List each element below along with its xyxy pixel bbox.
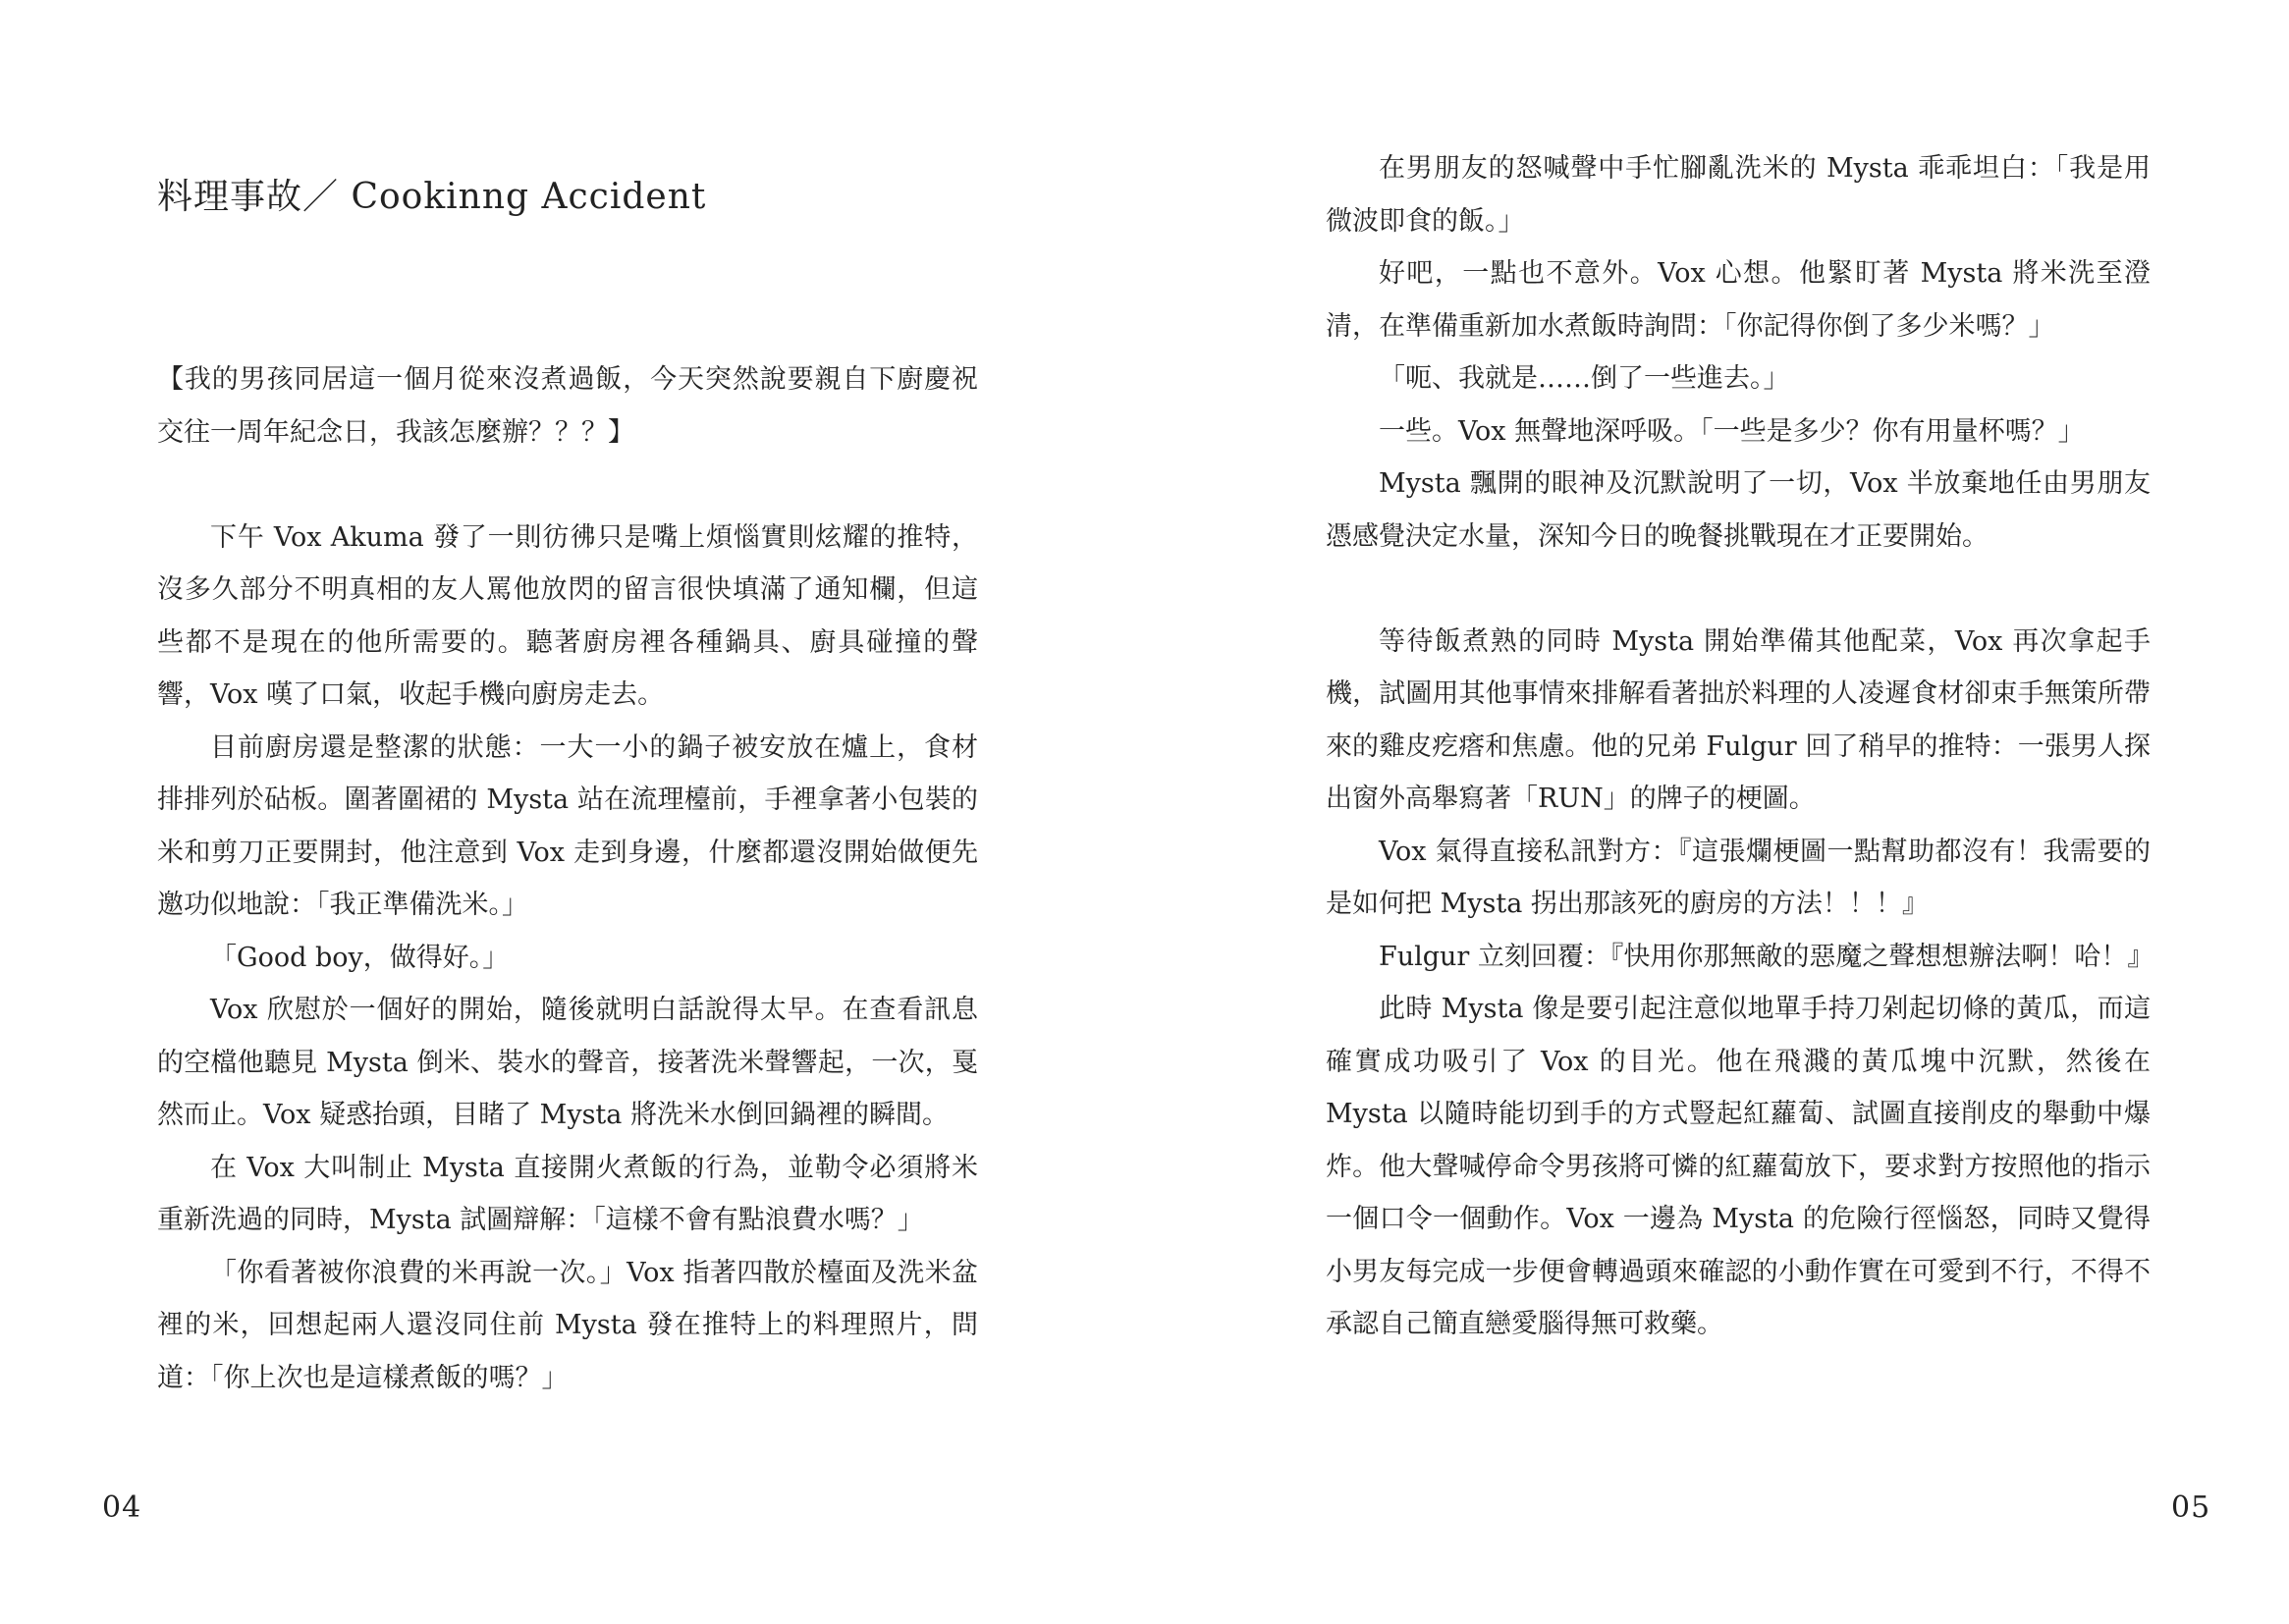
paragraph: 等待飯煮熟的同時 Mysta 開始準備其他配菜，Vox 再次拿起手機，試圖用其他事情來排解看著拙於料理的人凌遲食材卻束手無策所帶來的雞皮疙瘩和焦慮。他的兄弟 Fulgur 回了稍早的推特：一張男人探出窗外高舉寫著「RUN」的牌子的梗圖。 [1326,625,2151,814]
paragraph: 下午 Vox Akuma 發了一則彷彿只是嘴上煩惱實則炫耀的推特，沒多久部分不明真相的友人罵他放閃的留言很快填滿了通知欄，但這些都不是現在的他所需要的。聽著廚房裡各種鍋具、廚具碰撞的聲響，Vox 嘆了口氣，收起手機向廚房走去。 [157,521,978,710]
left-page [0,0,1144,1624]
paragraph: 【我的男孩同居這一個月從來沒煮過飯，今天突然說要親自下廚慶祝交往一周年紀念日，我該怎麼辦？？？】 [157,364,978,448]
right-page [1145,0,2289,1624]
paragraph: 一些。Vox 無聲地深呼吸。「一些是多少？你有用量杯嗎？」 [1379,415,2085,447]
paragraph-gap [157,459,978,512]
paragraph: 目前廚房還是整潔的狀態：一大一小的鍋子被安放在爐上，食材排排列於砧板。圍著圍裙的 Mysta 站在流理檯前，手裡拿著小包裝的米和剪刀正要開封，他注意到 Vox 走到身邊，什麼都還沒開始做便先邀功似地說：「我正準備洗米。」 [157,731,978,920]
paragraph: 在 Vox 大叫制止 Mysta 直接開火煮飯的行為，並勒令必須將米重新洗過的同時，Mysta 試圖辯解：「這樣不會有點浪費水嗎？」 [157,1152,978,1235]
right-page-body [1326,142,2154,1351]
paragraph: Mysta 飄開的眼神及沉默說明了一切，Vox 半放棄地任由男朋友憑感覺決定水量，深知今日的晚餐挑戰現在才正要開始。 [1326,468,2151,552]
paragraph: 在男朋友的怒喊聲中手忙腳亂洗米的 Mysta 乖乖坦白：「我是用微波即食的飯。」 [1326,153,2151,237]
paragraph: Vox 氣得直接私訊對方：『這張爛梗圖一點幫助都沒有！我需要的是如何把 Mysta 拐出那該死的廚房的方法！！！』 [1326,836,2151,919]
paragraph: 好吧，一點也不意外。Vox 心想。他緊盯著 Mysta 將米洗至澄清，在準備重新加水煮飯時詢問：「你記得你倒了多少米嗎？」 [1326,258,2151,342]
paragraph: 「Good boy，做得好。」 [210,942,510,973]
paragraph-gap [1326,563,2151,616]
paragraph: Vox 欣慰於一個好的開始，隨後就明白話說得太早。在查看訊息的空檔他聽見 Mysta 倒米、裝水的聲音，接著洗米聲響起，一次，戛然而止。Vox 疑惑抬頭，目睹了 Mysta 將洗米水倒回鍋裡的瞬間。 [157,995,978,1130]
chapter-title: 料理事故／ Cookinng Accident [157,177,707,217]
paragraph: 此時 Mysta 像是要引起注意似地單手持刀剁起切條的黃瓜，而這確實成功吸引了 Vox 的目光。他在飛濺的黃瓜塊中沉默，然後在 Mysta 以隨時能切到手的方式豎起紅蘿蔔、試圖直接削皮的舉動中爆炸。他大聲喊停命令男孩將可憐的紅蘿蔔放下，要求對方按照他的指示一個口令一個動作。Vox 一邊為 Mysta 的危險行徑惱怒，同時又覺得小男友每完成一步便會轉過頭來確認的小動作實在可愛到不行，不得不承認自己簡直戀愛腦得無可救藥。 [1326,994,2151,1339]
page-number-right: 05 [2171,1490,2211,1525]
paragraph: 「你看著被你浪費的米再說一次。」Vox 指著四散於檯面及洗米盆裡的米，回想起兩人還沒同住前 Mysta 發在推特上的料理照片，問道：「你上次也是這樣煮飯的嗎？」 [157,1257,978,1393]
left-page-body [157,353,978,1404]
paragraph: 「呃、我就是……倒了一些進去。」 [1379,363,1790,394]
paragraph: Fulgur 立刻回覆：『快用你那無敵的惡魔之聲想想辦法啊！哈！』 [1379,941,2154,972]
page-number-left: 04 [102,1490,142,1525]
